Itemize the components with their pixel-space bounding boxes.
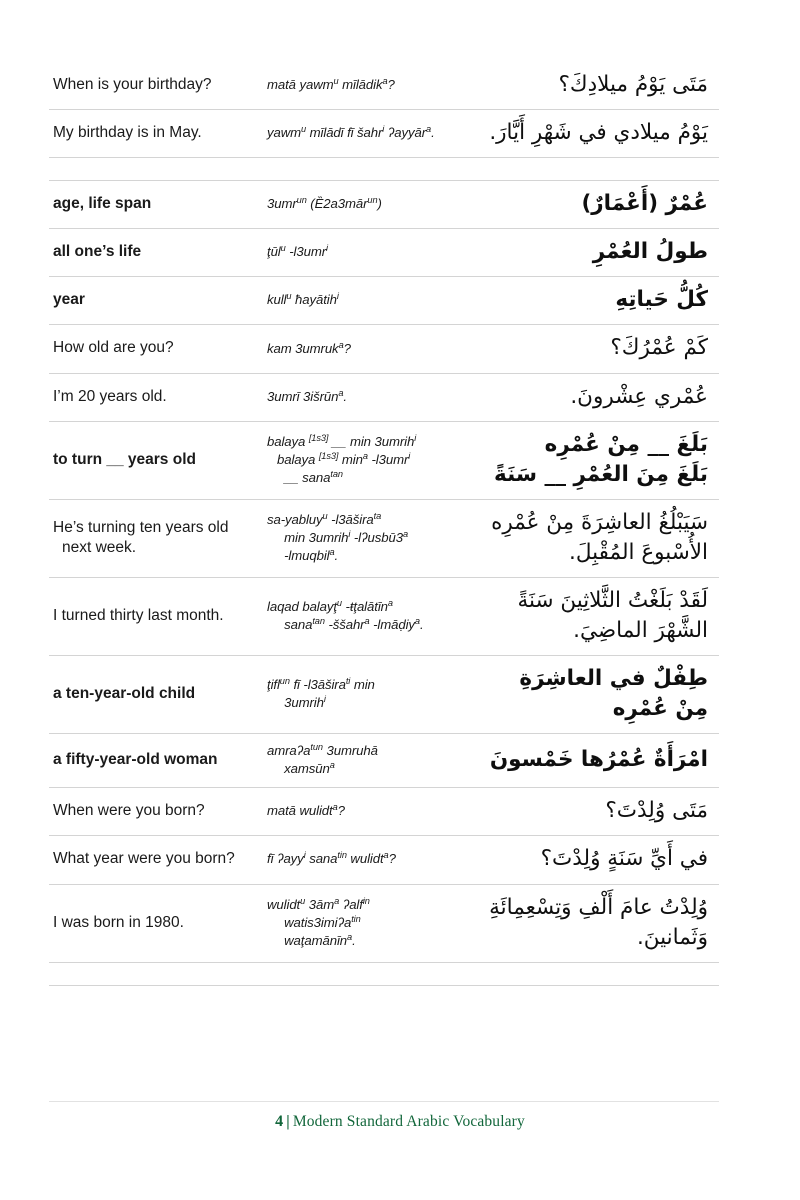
english-term: My birthday is in May. [53,124,202,142]
cell-transliteration [267,656,485,734]
table-row [49,181,719,229]
table-row [49,373,719,421]
arabic-term: كُلُّ حَياتِهِ [615,287,708,313]
cell-arabic [485,884,719,962]
cell-english [49,277,267,325]
transliteration-term: balaya [1s3] __ min 3umrih$^i$ balaya [1s3] $\min^a -l3umr^i$ __ sana$^{tan}$ [267,433,417,485]
arabic-term: سَيَبْلُغُ العاشِرَةَ مِنْ عُمْرِه الأُسْبوعَ المُقْبِلَ. [491,509,708,565]
transliteration-term: kam 3umruk$^a$? [267,339,351,356]
transliteration-term: 3umrī 3išrūn$^a$. [267,387,347,404]
transliteration-term: ţifl$^{un}$ fī -l3āšira$^{ti}$ min 3umrih$^i$ [267,676,375,711]
cell-english [49,734,267,788]
english-term: He’s turning ten years old next week. [53,518,229,556]
cell-transliteration [267,229,485,277]
english-term: I turned thirty last month. [53,607,224,625]
english-term: to turn __ years old [53,450,196,468]
arabic-term: كَمْ عُمْرُكَ؟ [610,335,708,361]
table-row [49,884,719,962]
cell-english [49,788,267,836]
table-spacer-row [49,962,719,985]
arabic-term: يَوْمُ ميلادي في شَهْرِ أَيَّارَ. [489,120,708,146]
transliteration-term: kull$^u$ ħayātih$^i$ [267,291,339,308]
cell-arabic [485,229,719,277]
transliteration-term: matā yawm$^u$ mīlādik$^a$? [267,76,395,93]
english-term: all one’s life [53,243,142,261]
vocabulary-table-body [49,62,719,985]
cell-english [49,421,267,499]
table-row [49,62,719,110]
cell-english [49,884,267,962]
english-term: a fifty-year-old woman [53,751,218,769]
table-row [49,325,719,373]
arabic-term: عُمْرٌ (أَعْمَارٌ) [581,191,708,217]
table-row [49,578,719,656]
cell-english [49,836,267,884]
footer-title: Modern Standard Arabic Vocabulary [292,1113,525,1130]
transliteration-term: yawm$^u$ mīlādī fī šahr$^i$ ʔayyār$^a$. [267,124,435,141]
page-footer [0,1113,800,1131]
english-term: I’m 20 years old. [53,387,167,405]
english-term: When is your birthday? [53,75,212,93]
table-row [49,277,719,325]
arabic-term: وُلِدْتُ عامَ أَلْفِ وَتِسْعِمِائَةِ وَثَمانينَ. [489,894,708,950]
cell-arabic [485,734,719,788]
cell-arabic [485,788,719,836]
table-spacer-cell [49,158,719,181]
cell-english [49,373,267,421]
cell-english [49,110,267,158]
arabic-term: مَتَى وُلِدْتَ؟ [605,798,708,824]
cell-english [49,499,267,577]
cell-arabic [485,578,719,656]
cell-arabic [485,656,719,734]
cell-transliteration [267,325,485,373]
transliteration-term: amraʔa$^{tun}$ 3umruhā xamsūn$^a$ [267,742,378,777]
cell-transliteration [267,884,485,962]
transliteration-term: sa-yabluy$^u$ -l3āšira$^{ta}$ min 3umrih$^i$ -lʔusbū3$^a$ -lmuqbil$^a$. [267,511,408,563]
footer-divider [49,1101,719,1102]
cell-arabic [485,62,719,110]
cell-english [49,229,267,277]
cell-arabic [485,325,719,373]
cell-english [49,656,267,734]
cell-arabic [485,499,719,577]
transliteration-term: ţūl$^u$ -l3umr$^i$ [267,243,328,260]
transliteration-term: laqad balayţ$^u$ -ŧţalātīn$^a$ sana$^{tan}$ -ššahr$^a$ -lmāḍiy$^a$. [267,598,424,633]
cell-transliteration [267,181,485,229]
footer-separator: | [286,1113,290,1130]
transliteration-term: wulidt$^u$ $3ām^a$ ʔalf$^{in}$ watis3imiʔa$^{tin}$ waţamānīn$^a$. [267,895,370,948]
english-term: What year were you born? [53,850,235,868]
table-row [49,734,719,788]
cell-transliteration [267,734,485,788]
cell-transliteration [267,62,485,110]
table-row [49,836,719,884]
table-row [49,229,719,277]
cell-arabic [485,181,719,229]
arabic-term: طولُ العُمْرِ [592,239,708,265]
footer-page-number: 4 [275,1113,284,1130]
english-term: year [53,291,85,309]
table-spacer-row [49,158,719,181]
table-row [49,499,719,577]
transliteration-term: matā wulidt$^a$? [267,802,345,819]
english-term: When were you born? [53,802,205,820]
cell-arabic [485,836,719,884]
cell-english [49,62,267,110]
cell-transliteration [267,499,485,577]
english-term: a ten-year-old child [53,685,196,703]
vocabulary-table [49,62,719,986]
arabic-term: مَتَى يَوْمُ ميلادِكَ؟ [558,72,708,97]
cell-transliteration [267,578,485,656]
cell-transliteration [267,277,485,325]
cell-transliteration [267,788,485,836]
transliteration-term: fī ʔayy$^i$ sana$^{tin}$ wulidt$^a$? [267,850,396,867]
arabic-term: طِفْلٌ في العاشِرَةِ مِنْ عُمْرِه [519,666,708,722]
arabic-term: بَلَغَ __ مِنْ عُمْرِه بَلَغَ مِنَ العُمْرِ __ سَنَةً [494,431,708,487]
cell-transliteration [267,421,485,499]
arabic-term: عُمْري عِشْرونَ. [570,383,708,409]
cell-transliteration [267,373,485,421]
arabic-term: لَقَدْ بَلَغْتُ الثَّلاثِينَ سَنَةً الشَّهْرَ الماضِيَ. [517,588,708,644]
arabic-term: في أَيِّ سَنَةٍ وُلِدْتَ؟ [540,846,708,872]
table-row [49,421,719,499]
cell-arabic [485,373,719,421]
arabic-term: امْرَأَةٌ عُمْرُها خَمْسونَ [489,747,708,773]
english-term: How old are you? [53,339,174,357]
cell-arabic [485,110,719,158]
cell-english [49,578,267,656]
table-row [49,656,719,734]
cell-english [49,181,267,229]
cell-transliteration [267,110,485,158]
transliteration-term: 3umr$^{un}$ (Ȅ2a3mār$^{un}$) [267,195,382,212]
english-term: age, life span [53,195,152,213]
cell-transliteration [267,836,485,884]
english-term: I was born in 1980. [53,913,184,931]
cell-english [49,325,267,373]
cell-arabic [485,421,719,499]
table-spacer-cell [49,962,719,985]
table-row [49,788,719,836]
table-row [49,110,719,158]
cell-arabic [485,277,719,325]
